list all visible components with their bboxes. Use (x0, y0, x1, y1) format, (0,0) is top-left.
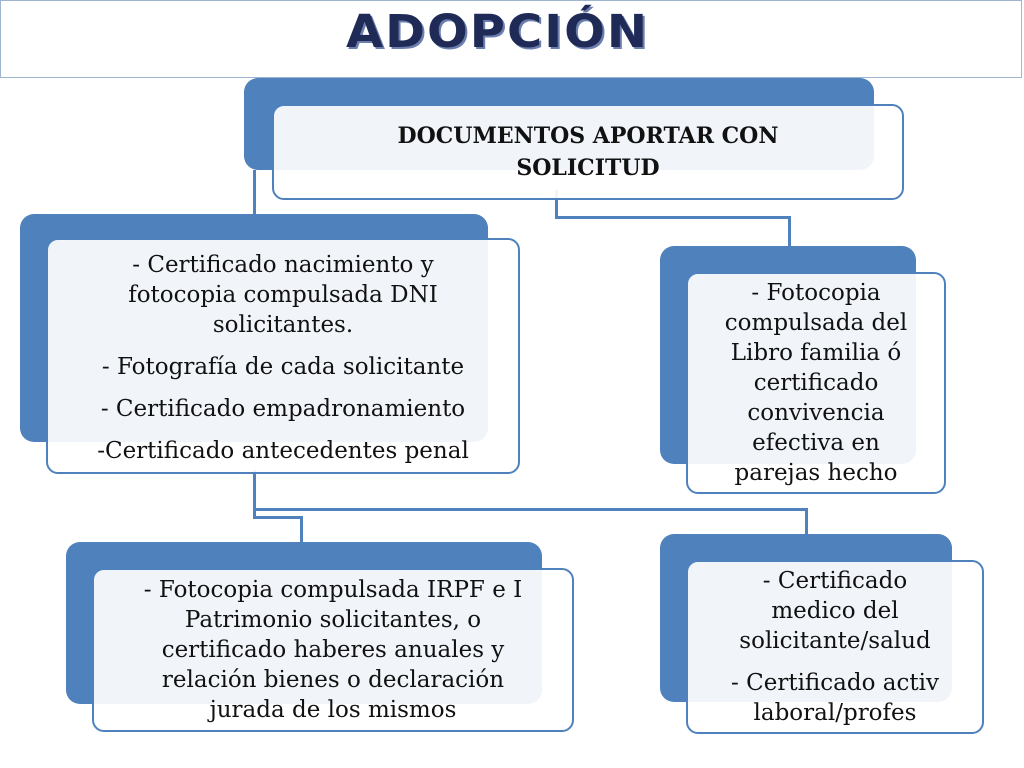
right-bottom-line-4: - Certificado activ (731, 670, 939, 696)
left-bottom-box (92, 568, 574, 732)
right-top-line-3: Libro familia ó (730, 340, 902, 366)
right-top-line-6: efectiva en (752, 430, 880, 456)
left-bottom-line-5: jurada de los mismos (209, 697, 457, 723)
left-bottom-line-1: - Fotocopia compulsada IRPF e I (143, 577, 523, 603)
connector-right-vertical (788, 216, 791, 250)
connector-bottom-right-drop (805, 508, 808, 536)
page-title: ADOPCIÓN (346, 5, 650, 59)
connector-bottom-horizontal (253, 508, 808, 511)
right-top-line-7: parejas hecho (734, 460, 898, 486)
right-bottom-line-2: medico del (771, 598, 899, 624)
right-top-box (686, 272, 946, 494)
left-top-box (46, 238, 520, 474)
right-top-line-4: certificado (753, 370, 879, 396)
left-top-line-3: solicitantes. (212, 312, 354, 338)
left-top-line-6: -Certificado antecedentes penal (97, 438, 469, 464)
right-bottom-line-3: solicitante/salud (739, 628, 931, 654)
left-top-line-1: - Certificado nacimiento y (132, 252, 434, 278)
right-top-line-2: compulsada del (724, 310, 908, 336)
connector-left-vertical (253, 170, 256, 220)
right-bottom-line-5: laboral/profes (753, 700, 917, 726)
right-top-line-5: convivencia (747, 400, 885, 426)
header-box (272, 104, 904, 200)
right-top-line-1: - Fotocopia (751, 280, 881, 306)
left-bottom-line-2: Patrimonio solicitantes, o (184, 607, 482, 633)
header-line-1: DOCUMENTOS APORTAR CON (397, 123, 779, 149)
right-bottom-line-1: - Certificado (762, 568, 908, 594)
connector-bottom-left-horizontal (253, 516, 303, 519)
header-line-2: SOLICITUD (516, 155, 660, 181)
left-bottom-line-4: relación bienes o declaración (161, 667, 505, 693)
left-bottom-line-3: certificado haberes anuales y (161, 637, 505, 663)
left-top-line-5: - Certificado empadronamiento (100, 396, 466, 422)
left-top-line-4: - Fotografía de cada solicitante (101, 354, 465, 380)
connector-right-horizontal (555, 216, 791, 219)
right-bottom-box (686, 560, 984, 734)
left-top-line-2: fotocopia compulsada DNI (128, 282, 438, 308)
